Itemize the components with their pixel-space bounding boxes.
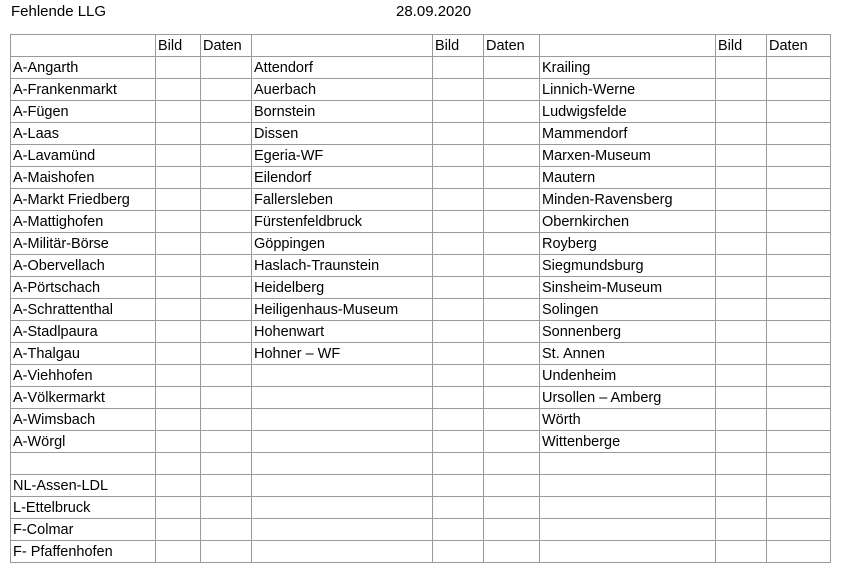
bild-cell (433, 233, 484, 255)
location-name-cell: Undenheim (540, 365, 716, 387)
bild-cell (716, 541, 767, 563)
bild-cell (716, 299, 767, 321)
location-name-cell: Krailing (540, 57, 716, 79)
location-name-cell: A-Viehhofen (11, 365, 156, 387)
table-row (11, 255, 831, 277)
daten-cell (484, 145, 540, 167)
bild-cell (433, 365, 484, 387)
bild-cell (716, 123, 767, 145)
daten-cell (767, 233, 831, 255)
table-row (11, 189, 831, 211)
bild-cell (433, 189, 484, 211)
daten-cell (201, 475, 252, 497)
daten-cell (201, 145, 252, 167)
bild-cell (156, 211, 201, 233)
location-name-cell (252, 541, 433, 563)
bild-cell (716, 277, 767, 299)
bild-cell (716, 101, 767, 123)
missing-llg-table (10, 34, 831, 563)
table-row (11, 321, 831, 343)
bild-cell (716, 57, 767, 79)
daten-cell (767, 167, 831, 189)
location-name-cell (252, 453, 433, 475)
bild-header-3: Bild (716, 35, 767, 57)
bild-cell (433, 519, 484, 541)
location-name-cell: A-Thalgau (11, 343, 156, 365)
name-header-1 (11, 35, 156, 57)
location-name-cell: Wittenberge (540, 431, 716, 453)
location-name-cell (252, 387, 433, 409)
location-name-cell: A-Wörgl (11, 431, 156, 453)
bild-cell (156, 431, 201, 453)
bild-cell (716, 431, 767, 453)
daten-header-3: Daten (767, 35, 831, 57)
bild-cell (156, 79, 201, 101)
daten-cell (484, 167, 540, 189)
location-name-cell: A-Völkermarkt (11, 387, 156, 409)
bild-cell (156, 387, 201, 409)
bild-cell (156, 167, 201, 189)
location-name-cell: Haslach-Traunstein (252, 255, 433, 277)
location-name-cell: Fallersleben (252, 189, 433, 211)
daten-cell (484, 101, 540, 123)
table-row (11, 277, 831, 299)
location-name-cell: A-Wimsbach (11, 409, 156, 431)
location-name-cell: Mautern (540, 167, 716, 189)
location-name-cell: Egeria-WF (252, 145, 433, 167)
daten-cell (201, 387, 252, 409)
table-header-row (11, 35, 831, 57)
daten-cell (767, 519, 831, 541)
location-name-cell: Bornstein (252, 101, 433, 123)
daten-cell (201, 321, 252, 343)
bild-cell (156, 233, 201, 255)
bild-cell (156, 541, 201, 563)
bild-header-1: Bild (156, 35, 201, 57)
bild-cell (716, 409, 767, 431)
bild-cell (433, 387, 484, 409)
bild-cell (433, 321, 484, 343)
location-name-cell: A-Stadlpaura (11, 321, 156, 343)
daten-cell (484, 255, 540, 277)
location-name-cell: Auerbach (252, 79, 433, 101)
daten-cell (201, 409, 252, 431)
table-body (11, 57, 831, 563)
daten-cell (484, 453, 540, 475)
daten-cell (201, 497, 252, 519)
location-name-cell (540, 541, 716, 563)
bild-cell (156, 57, 201, 79)
bild-cell (433, 277, 484, 299)
daten-cell (767, 299, 831, 321)
document-date: 28.09.2020 (396, 3, 472, 20)
location-name-cell: Obernkirchen (540, 211, 716, 233)
daten-cell (201, 299, 252, 321)
location-name-cell: Minden-Ravensberg (540, 189, 716, 211)
table-row (11, 519, 831, 541)
daten-cell (201, 211, 252, 233)
daten-cell (767, 255, 831, 277)
daten-cell (484, 79, 540, 101)
location-name-cell: Marxen-Museum (540, 145, 716, 167)
daten-cell (767, 475, 831, 497)
daten-cell (201, 167, 252, 189)
location-name-cell: Dissen (252, 123, 433, 145)
table-row (11, 497, 831, 519)
location-name-cell: Ludwigsfelde (540, 101, 716, 123)
daten-cell (201, 453, 252, 475)
daten-cell (201, 101, 252, 123)
daten-cell (767, 343, 831, 365)
table-row (11, 233, 831, 255)
bild-cell (156, 321, 201, 343)
bild-cell (156, 255, 201, 277)
location-name-cell (252, 475, 433, 497)
bild-cell (716, 321, 767, 343)
daten-cell (201, 431, 252, 453)
daten-cell (484, 299, 540, 321)
location-name-cell: A-Angarth (11, 57, 156, 79)
bild-cell (433, 101, 484, 123)
name-header-3 (540, 35, 716, 57)
location-name-cell: Heiligenhaus-Museum (252, 299, 433, 321)
location-name-cell: Eilendorf (252, 167, 433, 189)
daten-cell (484, 343, 540, 365)
daten-cell (201, 255, 252, 277)
location-name-cell: A-Markt Friedberg (11, 189, 156, 211)
table-row (11, 211, 831, 233)
location-name-cell: L-Ettelbruck (11, 497, 156, 519)
daten-cell (767, 453, 831, 475)
location-name-cell: Linnich-Werne (540, 79, 716, 101)
daten-cell (201, 79, 252, 101)
table-row (11, 387, 831, 409)
daten-cell (484, 409, 540, 431)
location-name-cell: Sinsheim-Museum (540, 277, 716, 299)
location-name-cell (11, 453, 156, 475)
daten-cell (201, 233, 252, 255)
daten-cell (484, 497, 540, 519)
table-row (11, 343, 831, 365)
table-row (11, 79, 831, 101)
bild-cell (433, 541, 484, 563)
daten-header-1: Daten (201, 35, 252, 57)
daten-cell (767, 189, 831, 211)
bild-cell (433, 409, 484, 431)
daten-cell (767, 101, 831, 123)
daten-cell (767, 387, 831, 409)
location-name-cell (540, 519, 716, 541)
location-name-cell: Solingen (540, 299, 716, 321)
bild-cell (433, 475, 484, 497)
bild-cell (433, 167, 484, 189)
document-title: Fehlende LLG (11, 3, 107, 20)
location-name-cell: St. Annen (540, 343, 716, 365)
bild-cell (433, 79, 484, 101)
location-name-cell (540, 497, 716, 519)
table-row (11, 299, 831, 321)
daten-cell (767, 365, 831, 387)
daten-cell (484, 277, 540, 299)
location-name-cell: A-Obervellach (11, 255, 156, 277)
daten-cell (201, 519, 252, 541)
daten-cell (484, 475, 540, 497)
location-name-cell: F- Pfaffenhofen (11, 541, 156, 563)
daten-cell (484, 211, 540, 233)
daten-cell (767, 211, 831, 233)
daten-cell (484, 541, 540, 563)
bild-cell (156, 519, 201, 541)
daten-cell (767, 57, 831, 79)
daten-cell (484, 321, 540, 343)
location-name-cell (252, 409, 433, 431)
bild-cell (433, 255, 484, 277)
daten-cell (201, 189, 252, 211)
bild-cell (716, 519, 767, 541)
daten-cell (767, 497, 831, 519)
bild-cell (433, 57, 484, 79)
location-name-cell: A-Laas (11, 123, 156, 145)
bild-cell (716, 189, 767, 211)
bild-cell (716, 233, 767, 255)
location-name-cell: Attendorf (252, 57, 433, 79)
bild-cell (716, 365, 767, 387)
location-name-cell: Hohenwart (252, 321, 433, 343)
location-name-cell: A-Fügen (11, 101, 156, 123)
bild-cell (716, 145, 767, 167)
daten-cell (201, 123, 252, 145)
table-row (11, 453, 831, 475)
location-name-cell (540, 453, 716, 475)
table-row (11, 123, 831, 145)
location-name-cell: A-Pörtschach (11, 277, 156, 299)
daten-cell (484, 431, 540, 453)
bild-cell (716, 79, 767, 101)
bild-cell (433, 343, 484, 365)
bild-cell (433, 431, 484, 453)
daten-cell (201, 541, 252, 563)
location-name-cell: Hohner – WF (252, 343, 433, 365)
location-name-cell (252, 519, 433, 541)
location-name-cell: Göppingen (252, 233, 433, 255)
table-row (11, 365, 831, 387)
bild-header-2: Bild (433, 35, 484, 57)
daten-cell (201, 277, 252, 299)
daten-cell (767, 409, 831, 431)
table-row (11, 409, 831, 431)
bild-cell (156, 365, 201, 387)
location-name-cell (252, 497, 433, 519)
bild-cell (716, 387, 767, 409)
location-name-cell: A-Schrattenthal (11, 299, 156, 321)
location-name-cell: A-Maishofen (11, 167, 156, 189)
location-name-cell: Siegmundsburg (540, 255, 716, 277)
table-row (11, 475, 831, 497)
bild-cell (433, 145, 484, 167)
bild-cell (716, 167, 767, 189)
daten-cell (484, 57, 540, 79)
daten-cell (484, 123, 540, 145)
daten-cell (767, 431, 831, 453)
daten-cell (767, 79, 831, 101)
location-name-cell (540, 475, 716, 497)
table-row (11, 167, 831, 189)
daten-cell (484, 189, 540, 211)
location-name-cell (252, 365, 433, 387)
daten-cell (767, 145, 831, 167)
bild-cell (716, 453, 767, 475)
bild-cell (156, 123, 201, 145)
bild-cell (156, 497, 201, 519)
table-row (11, 57, 831, 79)
daten-cell (201, 57, 252, 79)
daten-cell (767, 277, 831, 299)
daten-cell (484, 233, 540, 255)
bild-cell (716, 211, 767, 233)
location-name-cell: Heidelberg (252, 277, 433, 299)
bild-cell (156, 409, 201, 431)
location-name-cell: Royberg (540, 233, 716, 255)
bild-cell (156, 299, 201, 321)
location-name-cell: Mammendorf (540, 123, 716, 145)
table-row (11, 101, 831, 123)
bild-cell (156, 101, 201, 123)
daten-cell (484, 365, 540, 387)
table-row (11, 541, 831, 563)
daten-cell (201, 343, 252, 365)
location-name-cell (252, 431, 433, 453)
bild-cell (433, 497, 484, 519)
table-row (11, 431, 831, 453)
bild-cell (716, 343, 767, 365)
bild-cell (433, 453, 484, 475)
location-name-cell: Wörth (540, 409, 716, 431)
name-header-2 (252, 35, 433, 57)
daten-cell (484, 387, 540, 409)
daten-header-2: Daten (484, 35, 540, 57)
daten-cell (484, 519, 540, 541)
bild-cell (433, 211, 484, 233)
daten-cell (201, 365, 252, 387)
location-name-cell: A-Frankenmarkt (11, 79, 156, 101)
location-name-cell: Sonnenberg (540, 321, 716, 343)
daten-cell (767, 123, 831, 145)
bild-cell (716, 497, 767, 519)
bild-cell (156, 189, 201, 211)
table-row (11, 145, 831, 167)
bild-cell (716, 255, 767, 277)
bild-cell (156, 277, 201, 299)
daten-cell (767, 321, 831, 343)
location-name-cell: A-Lavamünd (11, 145, 156, 167)
location-name-cell: A-Militär-Börse (11, 233, 156, 255)
location-name-cell: F-Colmar (11, 519, 156, 541)
bild-cell (433, 299, 484, 321)
bild-cell (156, 145, 201, 167)
bild-cell (156, 475, 201, 497)
location-name-cell: A-Mattighofen (11, 211, 156, 233)
bild-cell (156, 343, 201, 365)
location-name-cell: Fürstenfeldbruck (252, 211, 433, 233)
location-name-cell: Ursollen – Amberg (540, 387, 716, 409)
location-name-cell: NL-Assen-LDL (11, 475, 156, 497)
bild-cell (716, 475, 767, 497)
bild-cell (433, 123, 484, 145)
daten-cell (767, 541, 831, 563)
bild-cell (156, 453, 201, 475)
